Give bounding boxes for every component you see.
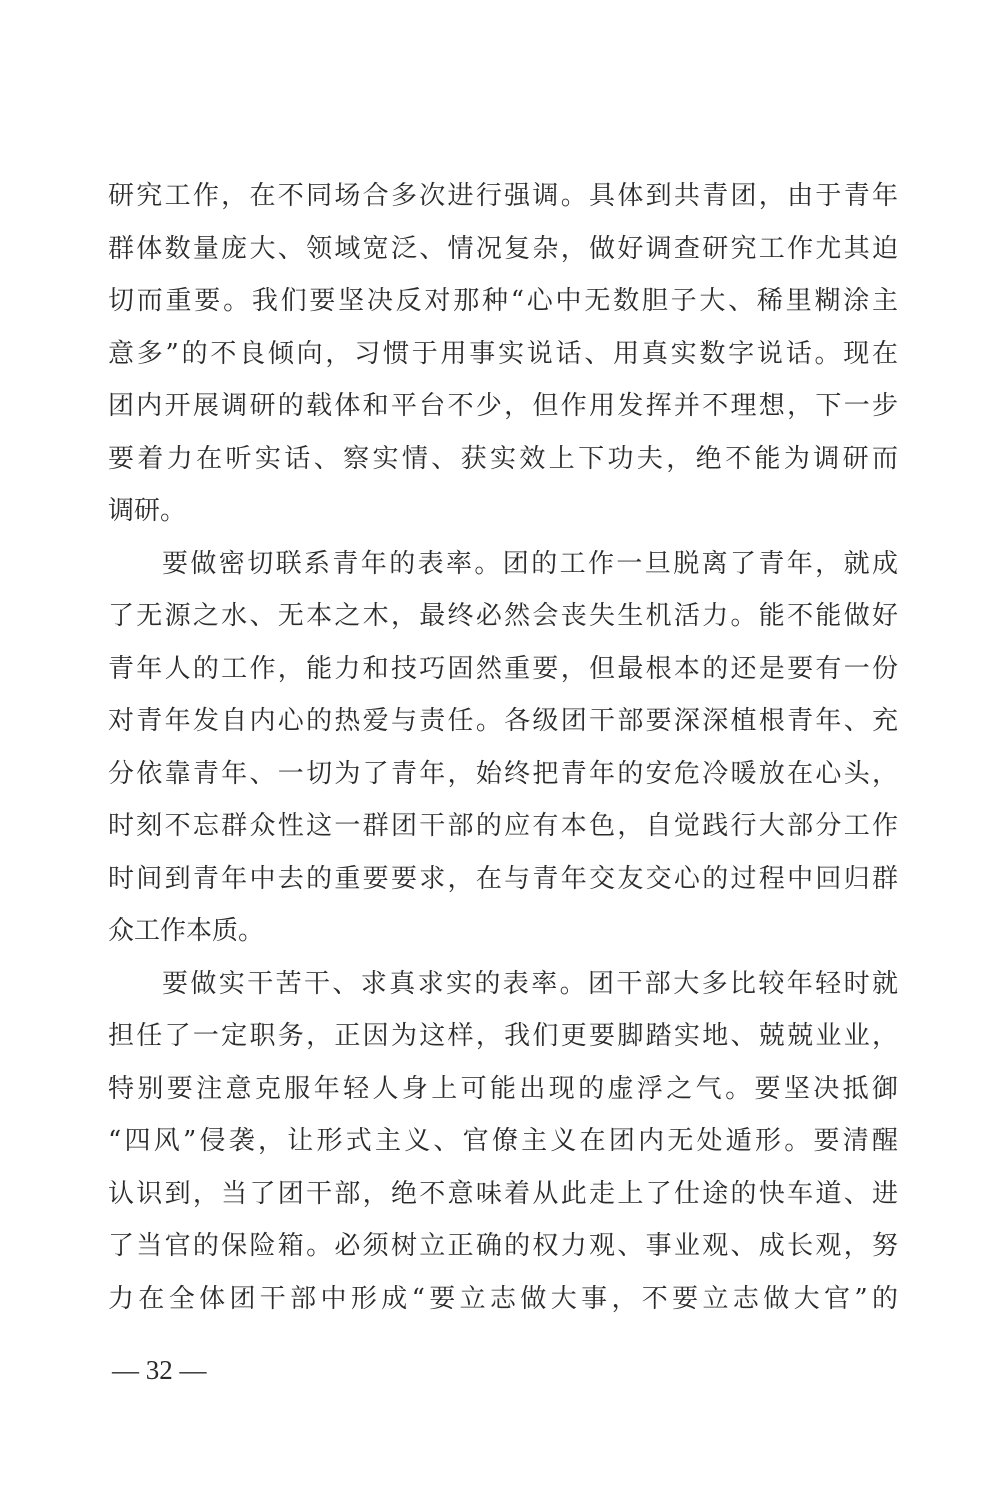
text-line: 青年人的工作，能力和技巧固然重要，但最根本的还是要有一份	[108, 653, 898, 684]
text-line: 分依靠青年、一切为了青年，始终把青年的安危冷暖放在心头，	[108, 758, 898, 789]
text-line: 群体数量庞大、领域宽泛、情况复杂，做好调查研究工作尤其迫	[108, 233, 898, 264]
text-line: 特别要注意克服年轻人身上可能出现的虚浮之气。要坚决抵御	[108, 1073, 898, 1104]
text-line: 意多”的不良倾向，习惯于用事实说话、用真实数字说话。现在	[108, 338, 898, 369]
text-line: 切而重要。我们要坚决反对那种“心中无数胆子大、稀里糊涂主	[108, 286, 898, 316]
page-number: — 32 —	[112, 1355, 207, 1385]
text-line: 对青年发自内心的热爱与责任。各级团干部要深深植根青年、充	[108, 706, 898, 736]
text-line: 认识到，当了团干部，绝不意味着从此走上了仕途的快车道、进	[108, 1178, 898, 1209]
text-line: 时刻不忘群众性这一群团干部的应有本色，自觉践行大部分工作	[108, 811, 898, 841]
text-line: 要着力在听实话、察实情、获实效上下功夫，绝不能为调研而	[108, 443, 898, 474]
paragraph-first-line: 要做实干苦干、求真求实的表率。团干部大多比较年轻时就	[162, 968, 898, 999]
body-text	[108, 170, 898, 1325]
text-line: 时间到青年中去的重要要求，在与青年交友交心的过程中回归群	[108, 863, 898, 894]
text-line: 调研。	[108, 496, 187, 526]
text-line: 团内开展调研的载体和平台不少，但作用发挥并不理想，下一步	[108, 391, 898, 421]
text-line: 力在全体团干部中形成“要立志做大事，不要立志做大官”的	[108, 1283, 898, 1314]
paragraph-first-line: 要做密切联系青年的表率。团的工作一旦脱离了青年，就成	[162, 548, 898, 579]
text-line: 众工作本质。	[108, 916, 265, 946]
text-line: 了无源之水、无本之木，最终必然会丧失生机活力。能不能做好	[108, 601, 898, 631]
text-line: 研究工作，在不同场合多次进行强调。具体到共青团，由于青年	[108, 181, 898, 211]
text-line: 了当官的保险箱。必须树立正确的权力观、事业观、成长观，努	[108, 1231, 898, 1261]
text-line: 担任了一定职务，正因为这样，我们更要脚踏实地、兢兢业业，	[108, 1021, 898, 1051]
text-line: “四风”侵袭，让形式主义、官僚主义在团内无处遁形。要清醒	[108, 1126, 898, 1156]
